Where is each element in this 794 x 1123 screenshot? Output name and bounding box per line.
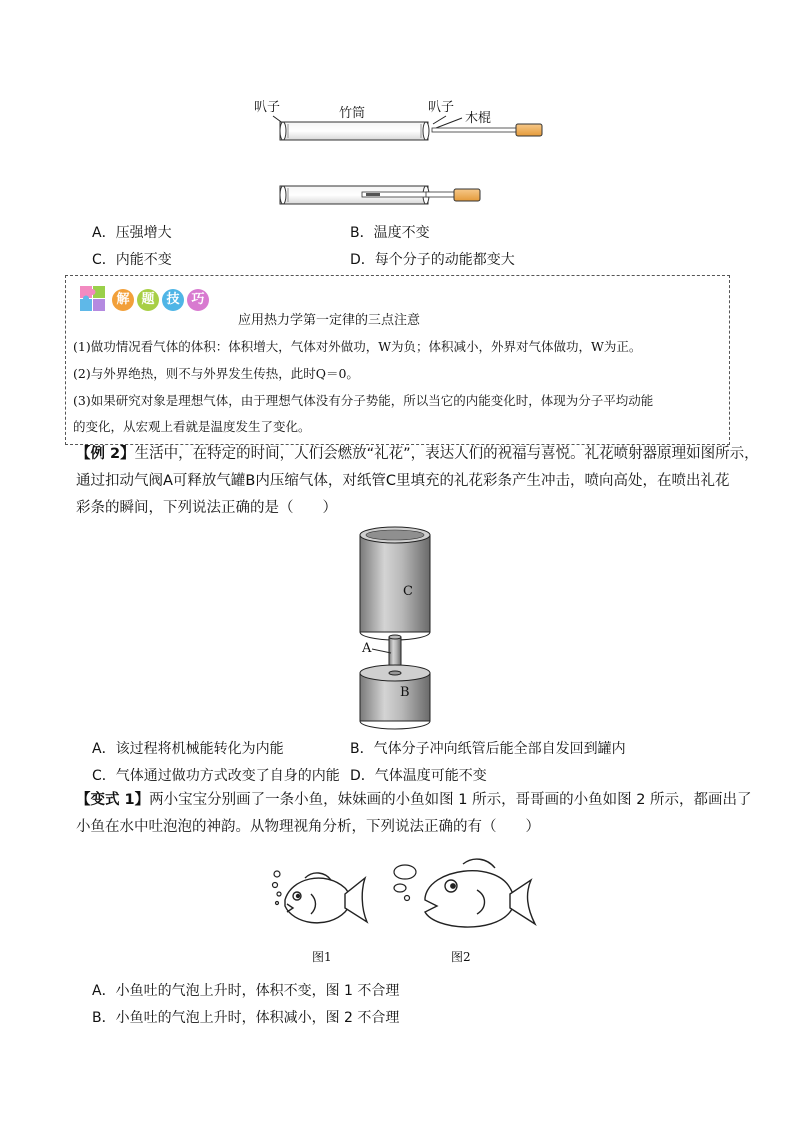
tips-badge xyxy=(112,288,212,311)
example-2-line-1: 生活中，在特定的时间，人们会燃放“礼花”，表达人们的祝福与喜悦。礼花喷射器原理如图所示， xyxy=(134,446,759,462)
fish-2 xyxy=(425,859,535,927)
q1-option-d: D．每个分子的动能都变大 xyxy=(350,252,515,268)
fish-figures xyxy=(265,850,545,945)
fish-2-bubbles xyxy=(394,865,416,901)
q1-option-c: C．内能不变 xyxy=(92,252,172,268)
fish-1-bubbles xyxy=(273,871,282,905)
example-2-line-3: 彩条的瞬间，下列说法正确的是（ ） xyxy=(76,500,337,516)
tips-line-3b: 的变化，从宏观上看就是温度发生了变化。 xyxy=(73,419,311,434)
right-cap-label: 叭子 xyxy=(428,100,455,115)
badge-char-1: 解 xyxy=(112,289,134,311)
label-c: C xyxy=(403,584,413,599)
example-2-tag: 【例 2】 xyxy=(76,446,135,462)
figure-2-caption: 图2 xyxy=(451,950,471,964)
variant-1-question xyxy=(76,787,752,841)
left-cap-label: 叭子 xyxy=(254,100,281,115)
puzzle-icon xyxy=(78,284,108,314)
badge-char-3: 技 xyxy=(162,289,184,311)
tips-line-1: (1)做功情况看气体的体积：体积增大，气体对外做功，W为负；体积减小，外界对气体做功，W为正。 xyxy=(73,339,642,354)
tips-line-3a: (3)如果研究对象是理想气体，由于理想气体没有分子势能，所以当它的内能变化时，体现为分子平均动能 xyxy=(73,393,654,408)
badge-char-4: 巧 xyxy=(187,289,209,311)
stick-label: 木棍 xyxy=(465,111,492,126)
tube-label: 竹筒 xyxy=(339,106,366,121)
q2-option-c: C．气体通过做功方式改变了自身的内能 xyxy=(92,768,340,784)
bamboo-tube-drawing xyxy=(250,110,550,210)
q1-option-b: B．温度不变 xyxy=(350,225,430,241)
q3-option-b: B．小鱼吐的气泡上升时，体积减小，图 2 不合理 xyxy=(92,1010,400,1026)
label-a: A xyxy=(362,641,372,656)
q1-option-a: A．压强增大 xyxy=(92,225,172,241)
label-b: B xyxy=(400,685,410,700)
fish-1 xyxy=(285,873,367,923)
variant-1-line-2: 小鱼在水中吐泡泡的神韵。从物理视角分析，下列说法正确的有（ ） xyxy=(76,819,540,835)
badge-char-2: 题 xyxy=(137,289,159,311)
q2-option-b: B．气体分子冲向纸管后能全部自发回到罐内 xyxy=(350,741,626,757)
q2-option-d: D．气体温度可能不变 xyxy=(350,768,487,784)
tips-line-2: (2)与外界绝热，则不与外界发生传热，此时Q＝0。 xyxy=(73,366,359,381)
example-2-question xyxy=(76,441,759,522)
tips-title: 应用热力学第一定律的三点注意 xyxy=(238,313,421,328)
example-2-line-2: 通过扣动气阀A可释放气罐B内压缩气体，对纸管C里填充的礼花彩条产生冲击，喷向高处，在喷出礼花 xyxy=(76,473,730,489)
figure-1-caption: 图1 xyxy=(312,950,332,964)
variant-1-tag: 【变式 1】 xyxy=(76,792,150,808)
q3-option-a: A．小鱼吐的气泡上升时，体积不变，图 1 不合理 xyxy=(92,983,400,999)
q2-option-a: A．该过程将机械能转化为内能 xyxy=(92,741,284,757)
variant-1-line-1: 两小宝宝分别画了一条小鱼，妹妹画的小鱼如图 1 所示，哥哥画的小鱼如图 2 所示，都画出了 xyxy=(149,792,752,808)
